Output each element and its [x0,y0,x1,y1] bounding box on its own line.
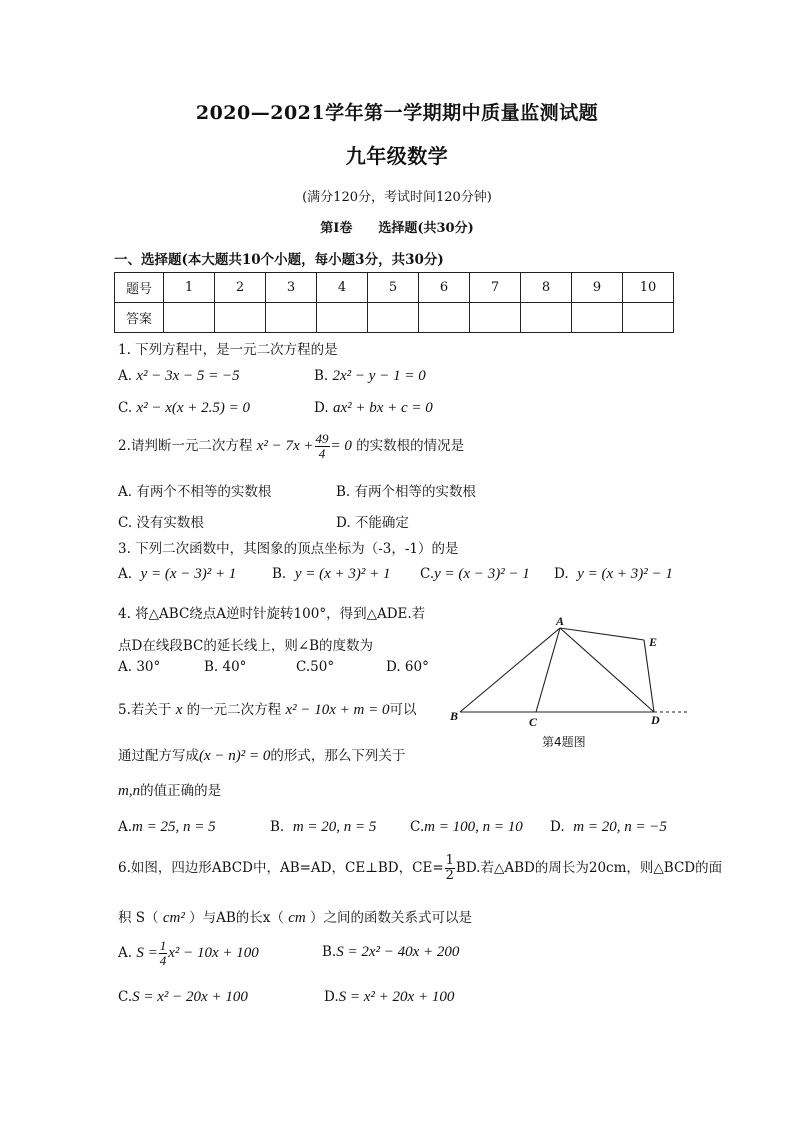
option-label: B. [272,566,287,582]
frac-numerator: 1 [445,853,454,868]
q4-line1: 4. 将△ABC绕点A逆时针旋转100°，得到△ADE.若 [118,606,426,622]
segment-ac [536,628,560,712]
q6-option-b [322,944,459,961]
row-label-number: 题号 [115,273,164,303]
answer-cell[interactable] [623,303,674,333]
option-label: D. [324,989,339,1005]
q3-option-b [272,566,390,583]
option-label: B. [270,819,285,835]
q2-stem [118,432,464,461]
label-e: E [649,635,658,649]
q6-a-rhs: x² − 10x + 100 [168,945,259,961]
q6-b-formula: S = 2x² − 40x + 200 [336,944,460,960]
q5-post: 可以 [389,702,417,718]
q1-option-a [118,368,240,385]
question-number-cell: 9 [572,273,623,303]
q4-line2: 点D在线段BC的延长线上，则∠B的度数为 [118,638,374,654]
segment-ad [560,628,654,712]
q5-option-a [118,819,216,836]
q2-option-a: A. 有两个不相等的实数根 [118,484,272,500]
segment-ae [560,628,644,640]
option-label: A. [118,368,133,384]
segment-ed [644,640,654,712]
answer-cell[interactable] [215,303,266,333]
q5-equation: x² − 10x + m = 0 [285,702,390,718]
q6-c-formula: S = x² − 20x + 100 [132,989,248,1005]
answer-cell[interactable] [419,303,470,333]
q5-line2-eq: (x − n)² = 0 [199,748,271,764]
answer-cell[interactable] [521,303,572,333]
q4-option-a: A. 30° [118,659,161,675]
q5-line2 [118,744,405,765]
q1-b-formula: 2x² − y − 1 = 0 [332,368,426,384]
q6-line2 [118,906,472,927]
q2-stem-post: 的实数根的情况是 [356,438,465,454]
frac-denominator: 4 [318,446,326,461]
answer-cell[interactable] [470,303,521,333]
part-heading: 第Ⅰ卷 选择题(共30分) [320,221,474,236]
q5-line2-pre: 通过配方写成 [118,748,199,764]
q6-line1 [118,854,722,883]
frac-numerator: 1 [159,938,167,953]
q6-option-c [118,989,248,1006]
figure-caption: 第4题图 [542,735,586,749]
q2-eq-right: = 0 [330,438,352,454]
segment-ab [460,628,560,712]
option-label: C. [118,989,133,1005]
answer-cell[interactable] [572,303,623,333]
option-label: C. [420,566,435,582]
q3-a-formula: y = (x − 3)² + 1 [140,566,237,582]
q5-line1 [118,698,416,719]
question-number-cell: 8 [521,273,572,303]
q3-stem: 3. 下列二次函数中，其图象的顶点坐标为（-3，-1）的是 [118,541,459,557]
frac-denominator: 2 [445,868,454,883]
question-number-cell: 10 [623,273,674,303]
question-number-cell: 7 [470,273,521,303]
q6-unit-length: cm [288,910,306,926]
q1-option-c [118,400,250,417]
q1-a-formula: x² − 3x − 5 = −5 [136,368,240,384]
q6-line2-post: ）之间的函数关系式可以是 [310,910,473,926]
option-label: B. [314,368,329,384]
option-label: A. [118,945,133,961]
q4-option-c: C.50° [296,659,335,675]
q3-d-formula: y = (x + 3)² − 1 [577,566,673,582]
question-number-cell: 1 [164,273,215,303]
q5-option-b [270,819,376,836]
q1-c-formula: x² − x(x + 2.5) = 0 [136,400,251,416]
q6-line1-post: BD.若△ABD的周长为20cm，则△BCD的面 [455,860,723,876]
q1-option-d [314,400,433,417]
q1-stem: 1. 下列方程中，是一元二次方程的是 [118,342,338,358]
option-label: B. [322,944,337,960]
option-label: D. [550,819,565,835]
q6-unit-area: cm² [162,910,185,926]
q5-line3-var: m,n [118,783,141,799]
q6-option-d [324,989,454,1006]
q5-option-d [550,819,667,836]
question-number-cell: 4 [317,273,368,303]
q6-a-lhs: S = [136,945,158,961]
q2-stem-pre: 2.请判断一元二次方程 [118,438,253,454]
question-number-cell: 3 [266,273,317,303]
question-number-cell: 5 [368,273,419,303]
option-label: A. [118,819,133,835]
q5-line2-post: 的形式，那么下列关于 [270,748,406,764]
q2-option-d: D. 不能确定 [336,515,409,531]
q5-c-formula: m = 100, n = 10 [424,819,523,835]
q6-line2-pre: 积 S（ [118,910,159,926]
q6-option-a [118,939,259,968]
row-label-answer: 答案 [115,303,164,333]
answer-table [114,272,674,333]
exam-note: (满分120分，考试时间120分钟) [302,190,492,205]
q5-option-c [410,819,523,836]
option-label: A. [118,566,133,582]
q5-mid: 的一元二次方程 [186,702,282,718]
q5-line3 [118,779,221,800]
q1-option-b [314,368,426,385]
answer-cell[interactable] [368,303,419,333]
q5-line3-post: 的值正确的是 [140,783,222,799]
q5-d-formula: m = 20, n = −5 [573,819,667,835]
q6-line2-mid: ）与AB的长x（ [189,910,284,926]
q3-c-formula: y = (x − 3)² − 1 [434,566,530,582]
q2-option-c: C. 没有实数根 [118,515,204,531]
q1-d-formula: ax² + bx + c = 0 [332,400,433,416]
q6-d-formula: S = x² + 20x + 100 [338,989,455,1005]
q2-eq-left: x² − 7x + [256,438,314,454]
q6-a-fraction [159,939,168,968]
q4-option-d: D. 60° [386,659,429,675]
exam-title: 2020—2021学年第一学期期中质量监测试题 [195,102,599,124]
q3-b-formula: y = (x + 3)² + 1 [294,566,391,582]
question-number-cell: 6 [419,273,470,303]
answer-cell[interactable] [266,303,317,333]
q3-option-a [118,566,236,583]
question-number-cell: 2 [215,273,266,303]
q6-fraction [445,854,455,883]
q5-b-formula: m = 20, n = 5 [292,819,377,835]
answer-table-answer-row [115,303,674,333]
q5-a-formula: m = 25, n = 5 [132,819,216,835]
answer-cell[interactable] [317,303,368,333]
option-label: D. [554,566,569,582]
q5-var-x: x [175,702,183,718]
option-label: C. [118,400,133,416]
geometry-figure [440,612,700,752]
answer-table-header-row [115,273,674,303]
section-heading: 一、选择题(本大题共10个小题，每小题3分，共30分) [114,252,444,268]
q4-option-b: B. 40° [204,659,247,675]
label-a: A [556,614,565,628]
exam-subtitle: 九年级数学 [345,144,449,168]
answer-cell[interactable] [164,303,215,333]
option-label: D. [314,400,329,416]
frac-denominator: 4 [159,953,167,968]
q6-line1-pre: 6.如图，四边形ABCD中，AB=AD，CE⊥BD，CE= [118,860,444,876]
q3-option-d [554,566,673,583]
frac-numerator: 49 [315,431,329,446]
option-label: C. [410,819,425,835]
label-d: D [651,713,660,727]
q2-option-b: B. 有两个相等的实数根 [336,484,477,500]
label-c: C [529,715,538,729]
q3-option-c [420,566,530,583]
q2-fraction [315,432,330,461]
label-b: B [450,709,459,723]
q5-pre: 5.若关于 [118,702,172,718]
